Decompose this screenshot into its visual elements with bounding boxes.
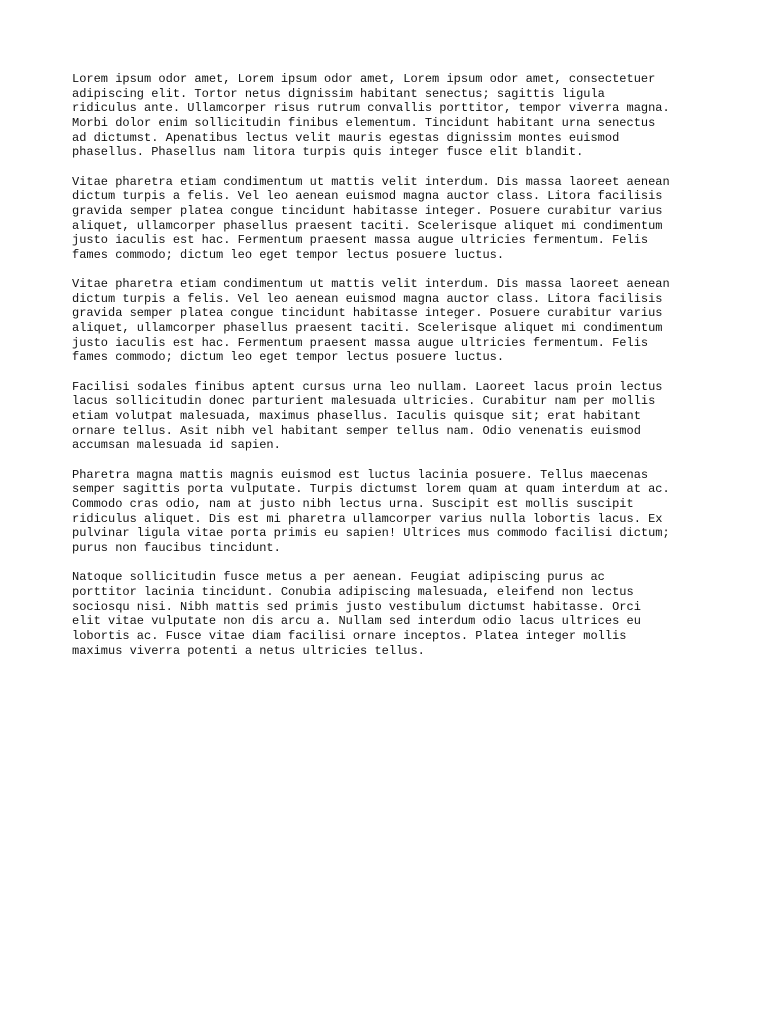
text-line: Lorem ipsum odor amet, Lorem ipsum odor amet, Lorem ipsum odor amet, consectetuer <box>72 72 656 86</box>
text-line: porttitor lacinia tincidunt. Conubia adipiscing malesuada, eleifend non lectus <box>72 584 634 599</box>
text-line: Natoque sollicitudin fusce metus a per aenean. Feugiat adipiscing purus ac <box>72 570 605 585</box>
text-line: accumsan malesuada id sapien. <box>72 438 281 453</box>
text-line: maximus viverra potenti a netus ultricies tellus. <box>72 643 425 658</box>
paragraph-5 <box>72 468 712 556</box>
text-line: aliquet, ullamcorper phasellus praesent taciti. Scelerisque aliquet mi condimentum <box>72 218 663 233</box>
text-line: gravida semper platea congue tincidunt habitasse integer. Posuere curabitur varius <box>72 203 663 218</box>
text-line: phasellus. Phasellus nam litora turpis quis integer fusce elit blandit. <box>72 145 584 160</box>
document-page <box>72 72 712 673</box>
paragraph-6 <box>72 570 712 658</box>
text-line: purus non faucibus tincidunt. <box>72 540 281 555</box>
text-line: ridiculus aliquet. Dis est mi pharetra ullamcorper varius nulla lobortis lacus. Ex <box>72 511 663 526</box>
text-line: fames commodo; dictum leo eget tempor lectus posuere luctus. <box>72 350 505 365</box>
text-line: fames commodo; dictum leo eget tempor lectus posuere luctus. <box>72 247 505 262</box>
text-line: justo iaculis est hac. Fermentum praesent massa augue ultricies fermentum. Felis <box>72 335 649 350</box>
text-line: Commodo cras odio, nam at justo nibh lectus urna. Suscipit est mollis suscipit <box>72 496 634 511</box>
paragraph-4 <box>72 380 712 453</box>
text-line: lacus sollicitudin donec parturient malesuada ultricies. Curabitur nam per mollis <box>72 394 656 409</box>
text-line: ad dictumst. Apenatibus lectus velit mauris egestas dignissim montes euismod <box>72 130 620 145</box>
text-line: pulvinar ligula vitae porta primis eu sapien! Ultrices mus commodo facilisi dictum; <box>72 526 670 541</box>
paragraph-3 <box>72 277 712 365</box>
text-line: justo iaculis est hac. Fermentum praesent massa augue ultricies fermentum. Felis <box>72 233 649 248</box>
text-line: elit vitae vulputate non dis arcu a. Nullam sed interdum odio lacus ultrices eu <box>72 614 641 629</box>
text-line: Pharetra magna mattis magnis euismod est luctus lacinia posuere. Tellus maecenas <box>72 467 649 482</box>
text-line: Vitae pharetra etiam condimentum ut mattis velit interdum. Dis massa laoreet aenean <box>72 174 670 189</box>
text-line: ridiculus ante. Ullamcorper risus rutrum convallis porttitor, tempor viverra magna. <box>72 101 670 116</box>
text-line: dictum turpis a felis. Vel leo aenean euismod magna auctor class. Litora facilisis <box>72 291 663 306</box>
text-line: Facilisi sodales finibus aptent cursus urna leo nullam. Laoreet lacus proin lectus <box>72 379 663 394</box>
text-line: dictum turpis a felis. Vel leo aenean euismod magna auctor class. Litora facilisis <box>72 189 663 204</box>
paragraph-2 <box>72 175 712 263</box>
text-line: lobortis ac. Fusce vitae diam facilisi ornare inceptos. Platea integer mollis <box>72 628 627 643</box>
text-line: aliquet, ullamcorper phasellus praesent taciti. Scelerisque aliquet mi condimentum <box>72 321 663 336</box>
text-line: adipiscing elit. Tortor netus dignissim habitant senectus; sagittis ligula <box>72 86 605 101</box>
paragraph-1 <box>72 72 712 160</box>
text-line: sociosqu nisi. Nibh mattis sed primis justo vestibulum dictumst habitasse. Orci <box>72 599 641 614</box>
text-line: ornare tellus. Asit nibh vel habitant semper tellus nam. Odio venenatis euismod <box>72 423 641 438</box>
text-line: semper sagittis porta vulputate. Turpis dictumst lorem quam at quam interdum at ac. <box>72 482 670 497</box>
text-line: Vitae pharetra etiam condimentum ut mattis velit interdum. Dis massa laoreet aenean <box>72 277 670 292</box>
text-line: etiam volutpat malesuada, maximus phasellus. Iaculis quisque sit; erat habitant <box>72 409 641 424</box>
text-line: Morbi dolor enim sollicitudin finibus elementum. Tincidunt habitant urna senectus <box>72 115 656 130</box>
text-line: gravida semper platea congue tincidunt habitasse integer. Posuere curabitur varius <box>72 306 663 321</box>
